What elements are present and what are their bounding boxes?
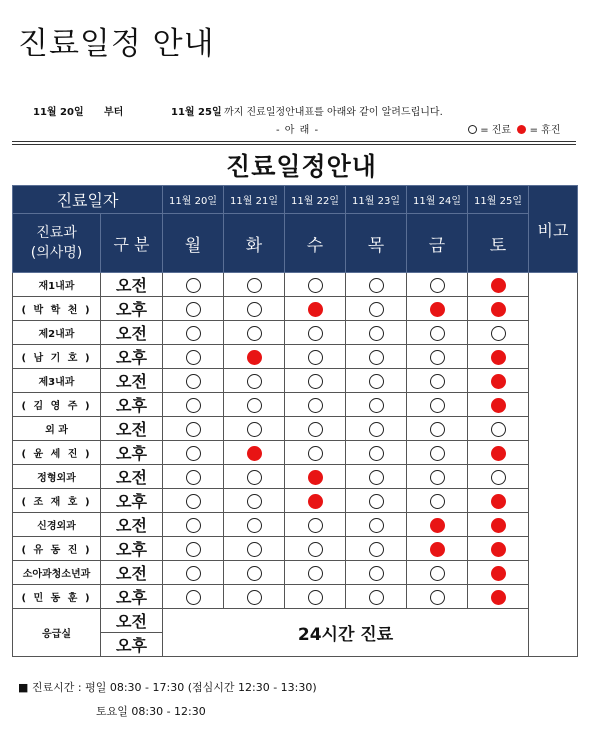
header-dept-line1: 진료과 [36, 225, 77, 241]
schedule-cell [346, 297, 407, 321]
doctor-name: ( 민 동 훈 ) [13, 585, 101, 609]
table-row [13, 513, 578, 537]
schedule-cell [468, 465, 529, 489]
schedule-cell [285, 321, 346, 345]
header-date: 11월 24일 [407, 186, 468, 214]
open-circle-icon [369, 446, 384, 461]
schedule-cell [346, 489, 407, 513]
open-circle-icon [491, 422, 506, 437]
dept-name: 외 과 [13, 417, 101, 441]
open-circle-icon [369, 470, 384, 485]
schedule-cell [285, 465, 346, 489]
dept-name: 소아과청소년과 [13, 561, 101, 585]
open-circle-icon [369, 518, 384, 533]
open-circle-icon [369, 302, 384, 317]
open-circle-icon [468, 125, 477, 134]
schedule-cell [224, 369, 285, 393]
open-circle-icon [308, 374, 323, 389]
schedule-cell [468, 585, 529, 609]
schedule-cell [163, 417, 224, 441]
schedule-cell [346, 369, 407, 393]
open-circle-icon [369, 398, 384, 413]
open-circle-icon [308, 446, 323, 461]
closed-dot-icon [491, 374, 506, 389]
open-circle-icon [369, 326, 384, 341]
closed-dot-icon [247, 446, 262, 461]
open-circle-icon [186, 470, 201, 485]
header-date: 11월 25일 [468, 186, 529, 214]
schedule-cell [224, 489, 285, 513]
table-row [13, 345, 578, 369]
closed-dot-icon [491, 518, 506, 533]
open-circle-icon [186, 518, 201, 533]
pm-label: 오후 [101, 537, 163, 561]
open-circle-icon [430, 566, 445, 581]
table-row [13, 417, 578, 441]
open-circle-icon [430, 470, 445, 485]
schedule-cell [163, 561, 224, 585]
pm-label: 오후 [101, 441, 163, 465]
schedule-cell [163, 321, 224, 345]
open-circle-icon [308, 542, 323, 557]
schedule-cell [407, 513, 468, 537]
schedule-cell [163, 465, 224, 489]
schedule-cell [224, 393, 285, 417]
open-circle-icon [369, 542, 384, 557]
am-label: 오전 [101, 513, 163, 537]
open-circle-icon [430, 326, 445, 341]
schedule-cell [346, 393, 407, 417]
open-circle-icon [247, 374, 262, 389]
schedule-cell [285, 393, 346, 417]
schedule-cell [468, 393, 529, 417]
header-note: 비고 [529, 186, 578, 273]
open-circle-icon [186, 350, 201, 365]
open-circle-icon [186, 302, 201, 317]
open-circle-icon [186, 494, 201, 509]
schedule-cell [346, 513, 407, 537]
schedule-cell [407, 561, 468, 585]
schedule-cell [224, 345, 285, 369]
header-day: 금 [407, 214, 468, 273]
schedule-cell [407, 417, 468, 441]
closed-dot-icon [491, 446, 506, 461]
open-circle-icon [308, 398, 323, 413]
closed-dot-icon [430, 518, 445, 533]
schedule-cell [163, 273, 224, 297]
period-line [0, 103, 603, 119]
closed-dot-icon [491, 566, 506, 581]
open-circle-icon [247, 278, 262, 293]
schedule-cell [407, 489, 468, 513]
open-circle-icon [247, 470, 262, 485]
open-circle-icon [186, 566, 201, 581]
open-circle-icon [247, 494, 262, 509]
pm-label: 오후 [101, 633, 163, 657]
emergency-hours: 24시간 진료 [163, 609, 529, 657]
open-circle-icon [430, 494, 445, 509]
open-circle-icon [186, 422, 201, 437]
header-day: 토 [468, 214, 529, 273]
open-circle-icon [369, 590, 384, 605]
schedule-cell [224, 321, 285, 345]
open-circle-icon [430, 446, 445, 461]
schedule-cell [346, 537, 407, 561]
schedule-cell [346, 321, 407, 345]
doctor-name: ( 조 재 호 ) [13, 489, 101, 513]
open-circle-icon [491, 470, 506, 485]
schedule-cell [224, 297, 285, 321]
period-from-word: 부터 [104, 107, 124, 118]
schedule-cell [346, 585, 407, 609]
schedule-cell [285, 417, 346, 441]
schedule-cell [285, 489, 346, 513]
header-date: 11월 22일 [285, 186, 346, 214]
closed-dot-icon [430, 302, 445, 317]
schedule-cell [224, 537, 285, 561]
open-circle-icon [247, 566, 262, 581]
schedule-cell [163, 369, 224, 393]
hours-saturday: 토요일 08:30 - 12:30 [96, 705, 206, 718]
open-circle-icon [247, 590, 262, 605]
schedule-cell [407, 393, 468, 417]
doctor-name: ( 남 기 호 ) [13, 345, 101, 369]
doctor-name: ( 윤 세 진 ) [13, 441, 101, 465]
table-row [13, 393, 578, 417]
open-circle-icon [430, 278, 445, 293]
header-type: 구 분 [101, 214, 163, 273]
doctor-name: ( 김 영 주 ) [13, 393, 101, 417]
am-label: 오전 [101, 465, 163, 489]
schedule-cell [163, 297, 224, 321]
open-circle-icon [430, 398, 445, 413]
period-end: 11월 25일 [171, 107, 222, 118]
dept-name: 제3내과 [13, 369, 101, 393]
open-circle-icon [369, 422, 384, 437]
schedule-cell [163, 393, 224, 417]
period-text: 까지 진료일정안내표를 아래와 같이 알려드립니다. [224, 107, 443, 118]
table-row [13, 489, 578, 513]
closed-dot-icon [491, 398, 506, 413]
header-date: 11월 23일 [346, 186, 407, 214]
schedule-cell [407, 465, 468, 489]
schedule-cell [407, 441, 468, 465]
schedule-cell [346, 441, 407, 465]
schedule-cell [224, 465, 285, 489]
pm-label: 오후 [101, 297, 163, 321]
schedule-table [12, 185, 578, 657]
schedule-cell [346, 561, 407, 585]
dept-name: 정형외과 [13, 465, 101, 489]
schedule-cell [285, 513, 346, 537]
open-circle-icon [430, 590, 445, 605]
schedule-cell [468, 441, 529, 465]
below-label: - 아 래 - [276, 125, 320, 136]
schedule-cell [163, 345, 224, 369]
schedule-cell [468, 345, 529, 369]
pm-label: 오후 [101, 489, 163, 513]
table-row [13, 609, 578, 633]
open-circle-icon [186, 446, 201, 461]
am-label: 오전 [101, 369, 163, 393]
open-circle-icon [186, 326, 201, 341]
open-circle-icon [308, 566, 323, 581]
schedule-cell [407, 273, 468, 297]
closed-dot-icon [517, 125, 526, 134]
period-start: 11월 20일 [33, 107, 84, 118]
schedule-cell [468, 537, 529, 561]
open-circle-icon [430, 422, 445, 437]
open-circle-icon [186, 278, 201, 293]
header-day: 목 [346, 214, 407, 273]
schedule-cell [407, 537, 468, 561]
open-circle-icon [247, 326, 262, 341]
open-circle-icon [308, 422, 323, 437]
closed-dot-icon [491, 542, 506, 557]
am-label: 오전 [101, 417, 163, 441]
open-circle-icon [369, 566, 384, 581]
header-dates-label: 진료일자 [13, 186, 163, 214]
schedule-cell [224, 417, 285, 441]
dept-name: 제2내과 [13, 321, 101, 345]
table-row [13, 561, 578, 585]
schedule-cell [285, 537, 346, 561]
schedule-cell [163, 537, 224, 561]
table-row [13, 273, 578, 297]
schedule-cell [346, 273, 407, 297]
header-day: 월 [163, 214, 224, 273]
schedule-cell [468, 561, 529, 585]
open-circle-icon [247, 398, 262, 413]
schedule-cell [285, 369, 346, 393]
table-row [13, 369, 578, 393]
schedule-cell [468, 489, 529, 513]
open-circle-icon [430, 374, 445, 389]
schedule-body [13, 273, 578, 657]
schedule-cell [346, 465, 407, 489]
open-circle-icon [369, 374, 384, 389]
schedule-cell [407, 369, 468, 393]
open-circle-icon [247, 302, 262, 317]
open-circle-icon [491, 326, 506, 341]
closed-dot-icon [491, 494, 506, 509]
header-date: 11월 21일 [224, 186, 285, 214]
schedule-cell [346, 417, 407, 441]
closed-dot-icon [430, 542, 445, 557]
table-row [13, 321, 578, 345]
open-circle-icon [247, 518, 262, 533]
schedule-cell [224, 273, 285, 297]
header-dept-line2: (의사명) [30, 245, 83, 261]
schedule-cell [285, 561, 346, 585]
schedule-cell [224, 561, 285, 585]
open-circle-icon [308, 350, 323, 365]
page-title: 진료일정 안내 [18, 26, 215, 62]
open-circle-icon [308, 518, 323, 533]
pm-label: 오후 [101, 393, 163, 417]
schedule-cell [224, 441, 285, 465]
schedule-cell [163, 489, 224, 513]
schedule-cell [468, 273, 529, 297]
open-circle-icon [369, 278, 384, 293]
doctor-name: ( 유 동 진 ) [13, 537, 101, 561]
table-row [13, 465, 578, 489]
emergency-dept: 응급실 [13, 609, 101, 657]
am-label: 오전 [101, 273, 163, 297]
closed-dot-icon [491, 350, 506, 365]
open-circle-icon [186, 542, 201, 557]
closed-dot-icon [491, 590, 506, 605]
header-day: 화 [224, 214, 285, 273]
pm-label: 오후 [101, 585, 163, 609]
divider [12, 141, 576, 142]
schedule-cell [346, 345, 407, 369]
schedule-cell [285, 441, 346, 465]
closed-dot-icon [308, 470, 323, 485]
schedule-cell [407, 297, 468, 321]
table-row [13, 537, 578, 561]
schedule-cell [224, 585, 285, 609]
open-circle-icon [308, 278, 323, 293]
legend-open-label: = 진료 [480, 125, 512, 136]
header-date: 11월 20일 [163, 186, 224, 214]
legend-closed-label: = 휴진 [529, 125, 561, 136]
am-label: 오전 [101, 561, 163, 585]
am-label: 오전 [101, 609, 163, 633]
schedule-cell [468, 417, 529, 441]
schedule-cell [285, 273, 346, 297]
closed-dot-icon [247, 350, 262, 365]
note-cell [529, 273, 578, 657]
schedule-cell [285, 345, 346, 369]
schedule-cell [163, 513, 224, 537]
open-circle-icon [308, 326, 323, 341]
table-row [13, 585, 578, 609]
schedule-cell [407, 345, 468, 369]
schedule-cell [224, 513, 285, 537]
open-circle-icon [247, 422, 262, 437]
closed-dot-icon [491, 302, 506, 317]
dept-name: 재1내과 [13, 273, 101, 297]
schedule-cell [407, 321, 468, 345]
closed-dot-icon [308, 302, 323, 317]
legend [468, 121, 561, 136]
schedule-cell [285, 585, 346, 609]
schedule-cell [468, 297, 529, 321]
open-circle-icon [369, 350, 384, 365]
schedule-cell [468, 321, 529, 345]
open-circle-icon [308, 590, 323, 605]
divider [12, 144, 576, 145]
open-circle-icon [369, 494, 384, 509]
open-circle-icon [430, 350, 445, 365]
closed-dot-icon [308, 494, 323, 509]
schedule-cell [468, 369, 529, 393]
schedule-cell [163, 441, 224, 465]
schedule-cell [163, 585, 224, 609]
hours-weekday: ■ 진료시간 : 평일 08:30 - 17:30 (점심시간 12:30 - 13:30) [18, 681, 317, 694]
header-day: 수 [285, 214, 346, 273]
dept-name: 신경외과 [13, 513, 101, 537]
table-row [13, 297, 578, 321]
pm-label: 오후 [101, 345, 163, 369]
table-row [13, 441, 578, 465]
closed-dot-icon [491, 278, 506, 293]
schedule-cell [407, 585, 468, 609]
open-circle-icon [186, 590, 201, 605]
open-circle-icon [247, 542, 262, 557]
schedule-subtitle: 진료일정안내 [226, 152, 377, 181]
open-circle-icon [186, 374, 201, 389]
schedule-cell [468, 513, 529, 537]
schedule-cell [285, 297, 346, 321]
am-label: 오전 [101, 321, 163, 345]
header-dept [13, 214, 101, 273]
open-circle-icon [186, 398, 201, 413]
doctor-name: ( 박 학 천 ) [13, 297, 101, 321]
